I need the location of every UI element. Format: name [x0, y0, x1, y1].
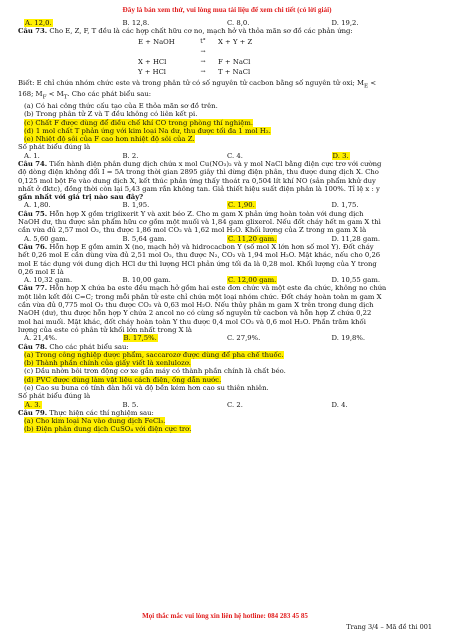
q77-line-6: lượng của este có phân tử khối lớn nhất trong X là: [18, 325, 192, 334]
q74-stem: Câu 74. Tiến hành điện phân dung dịch chứa x mol Cu(NO₃)₂ và y mol NaCl bằng điện cực trơ với cường: [18, 159, 382, 168]
q75-options: [18, 235, 436, 243]
q73-count-label: Số phát biểu đúng là: [18, 143, 91, 152]
q77-option-a: A. 21,4%.: [24, 334, 58, 343]
q73-statement-e: (e) Nhiệt độ sôi của F cao hơn nhiệt độ sôi của Z.: [24, 135, 195, 144]
arrow-icon: →: [200, 57, 206, 65]
q78-option-c: C. 2.: [227, 400, 243, 409]
q73-statement-b: (b) Trong phân tử Z và T đều không có liên kết pi.: [24, 110, 198, 119]
q75-line-2: NaOH dư, thu được sản phẩm hữu cơ gồm một muối và 1,84 gam glixerol. Nếu đốt cháy hết m gam X thì: [18, 218, 381, 227]
q73-stem: Câu 73. Cho E, Z, F, T đều là các hợp chất hữu cơ no, mạch hở và thỏa mãn sơ đồ các phản ứng:: [18, 27, 353, 36]
q76-option-a: A. 10,32 gam.: [24, 276, 73, 285]
q76-option-b: B. 10,00 gam.: [122, 276, 171, 285]
q77-option-b: B. 17,5%.: [123, 334, 157, 343]
q74-option-c: C. 1,90.: [228, 201, 255, 210]
q75-stem: Câu 75. Hỗn hợp X gồm triglixerit Y và axit béo Z. Cho m gam X phản ứng hoàn toàn với dung dịch: [18, 209, 364, 218]
q73-equations: E + NaOH t° → X + Y + Z X + HCl → F + NaCl Y + HCl → T + NaCl: [138, 37, 253, 76]
q74-option-d: D. 1,75.: [331, 201, 359, 210]
q73-option-d: D. 3.: [332, 151, 349, 160]
q75-line-3: cần vừa đủ 2,57 mol O₂, thu được 1,86 mol CO₂ và 1,62 mol H₂O. Khối lượng của Z trong m gam X là: [18, 226, 367, 235]
q78-statement-c: (c) Dầu nhờn bôi trơn động cơ xe gắn máy có thành phần chính là chất béo.: [24, 367, 286, 376]
q77-line-5: mol hai muối. Mặt khác, đốt cháy hoàn toàn Y thu được 0,4 mol CO₂ và 0,6 mol H₂O. Phần trăm khối: [18, 317, 366, 326]
q78-statement-d: (d) PVC được dùng làm vật liệu cách điện, ống dẫn nước.: [24, 375, 222, 384]
q76-option-c: C. 12,00 gam.: [228, 276, 277, 285]
q77-option-c: C. 27,9%.: [227, 334, 261, 343]
q74-line-4: nhất ở đktc), đồng thời còn lại 5,43 gam rắn không tan. Giả thiết hiệu suất điện phân là 100%. Tỉ lệ x : y: [18, 184, 380, 193]
q74-line-3: 0,125 mol bột Fe vào dung dịch X, kết thúc phản ứng thấy thoát ra 0,504 lít khí NO (sản phẩm khử duy: [18, 176, 376, 185]
q76-line-4: 0,26 mol E là: [18, 267, 64, 276]
q78-count-label: Số phát biểu đúng là: [18, 392, 91, 401]
q78-stem: Câu 78. Cho các phát biểu sau:: [18, 342, 129, 351]
q77-line-2: một liên kết đôi C=C; trong mỗi phân tử este chỉ chứa một loại nhóm chức. Đốt cháy hoàn toàn m gam X: [18, 292, 382, 301]
q73-option-a: A. 1.: [24, 151, 40, 160]
arrow-icon: →: [200, 67, 206, 75]
q75-option-a: A. 5,60 gam.: [24, 234, 68, 243]
q77-stem: Câu 77. Hỗn hợp X chứa ba este đều mạch hở gồm hai este đơn chức và một este đa chức, không no chứa: [18, 284, 387, 293]
q73-condition-2: 168; $M_F < M_T$. Cho các phát biểu sau:: [18, 90, 152, 101]
q73-option-c: C. 4.: [227, 151, 243, 160]
q74-option-a: A. 1,80.: [24, 201, 51, 210]
q77-options: [18, 334, 436, 342]
q75-option-c: C. 11,20 gam.: [228, 234, 277, 243]
q78-options: [18, 401, 436, 409]
q74-line-5: gần nhất với giá trị nào sau đây?: [18, 193, 144, 202]
q74-option-b: B. 1,95.: [122, 201, 150, 210]
q78-option-d: D. 4.: [331, 400, 348, 409]
q76-option-d: D. 10,55 gam.: [331, 276, 381, 285]
q72-option-c: C. 8,0.: [227, 19, 250, 27]
q74-line-2: độ dòng điện không đổi I = 5A trong thời gian 2895 giây thì dừng điện phân, thu được dung dịch X. Cho: [18, 168, 379, 177]
q75-option-b: B. 5,64 gam.: [122, 234, 167, 243]
q73-option-b: B. 2.: [122, 151, 139, 160]
q77-line-3: cần vừa đủ 0,775 mol O₂ thu được CO₂ và 0,63 mol H₂O. Nếu thủy phân m gam X trên trong dung dịch: [18, 301, 374, 310]
q73-statement-a: (a) Có hai công thức cấu tạo của E thỏa mãn sơ đồ trên.: [24, 101, 218, 110]
q77-line-4: NaOH (dư), thu được hỗn hợp Y chứa 2 ancol no có cùng số nguyên tử cacbon và hỗn hợp Z chứa 0,22: [18, 309, 372, 318]
q78-option-a: A. 3.: [25, 400, 41, 409]
q75-option-d: D. 11,28 gam.: [331, 234, 381, 243]
q78-statement-b: (b) Thành phần chính của giấy viết là xenlulozơ.: [24, 359, 191, 368]
q72-option-b: B. 12,8.: [122, 19, 150, 27]
q78-option-b: B. 5.: [122, 400, 139, 409]
q77-option-d: D. 19,8%.: [331, 334, 366, 343]
q79-statement-b: (b) Điện phân dung dịch CuSO₄ với điện cực trơ.: [24, 425, 192, 434]
q73-options: [18, 152, 436, 160]
q73-condition: Biết: E chỉ chứa nhóm chức este và trong phân tử có số nguyên tử cacbon bằng số nguyên tử oxi; $M_E$ <: [18, 78, 377, 89]
arrow-icon: t° →: [200, 37, 206, 55]
q76-stem: Câu 76. Hỗn hợp E gồm amin X (no, mạch hở) và hidrocacbon Y (số mol X lớn hơn số mol Y). Đốt cháy: [18, 242, 374, 251]
q76-line-3: mol E tác dụng với dung dịch HCl dư thì lượng HCl phản ứng tối đa là 0,28 mol. Khối lượng của Y trong: [18, 259, 377, 268]
hotline-footer: Mọi thắc mắc vui lòng xin liên hệ hotline: 084 283 45 85: [142, 612, 308, 620]
q79-statement-a: (a) Cho kim loại Na vào dung dịch FeCl₃.: [24, 417, 166, 426]
q72-option-d: D. 19,2.: [331, 19, 359, 27]
q73-statement-c: (c) Chất F được dùng để điều chế khí CO trong phòng thí nghiệm.: [24, 118, 254, 127]
q78-statement-a: (a) Trong công nghiệp dược phẩm, saccarozơ được dùng để pha chế thuốc.: [24, 350, 284, 359]
q76-line-2: hết 0,26 mol E cần dùng vừa đủ 2,51 mol O₂, thu được N₂, CO₂ và 1,94 mol H₂O. Mặt khác, nếu cho 0,26: [18, 251, 381, 260]
q72-option-a: A. 12,0.: [25, 19, 52, 27]
q74-options: [18, 201, 436, 209]
preview-banner: Đây là bản xem thử, vui lòng mua tài liệu để xem chi tiết (có lời giải): [122, 6, 332, 14]
page-number: Trang 3/4 – Mã đề thi 001: [346, 623, 432, 631]
q79-stem: Câu 79. Thực hiện các thí nghiệm sau:: [18, 408, 154, 417]
q73-statement-d: (d) 1 mol chất T phản ứng với kim loại Na dư, thu được tối đa 1 mol H₂.: [24, 126, 271, 135]
q78-statement-e: (e) Cao su buna có tính đàn hồi và độ bền kém hơn cao su thiên nhiên.: [24, 384, 269, 392]
